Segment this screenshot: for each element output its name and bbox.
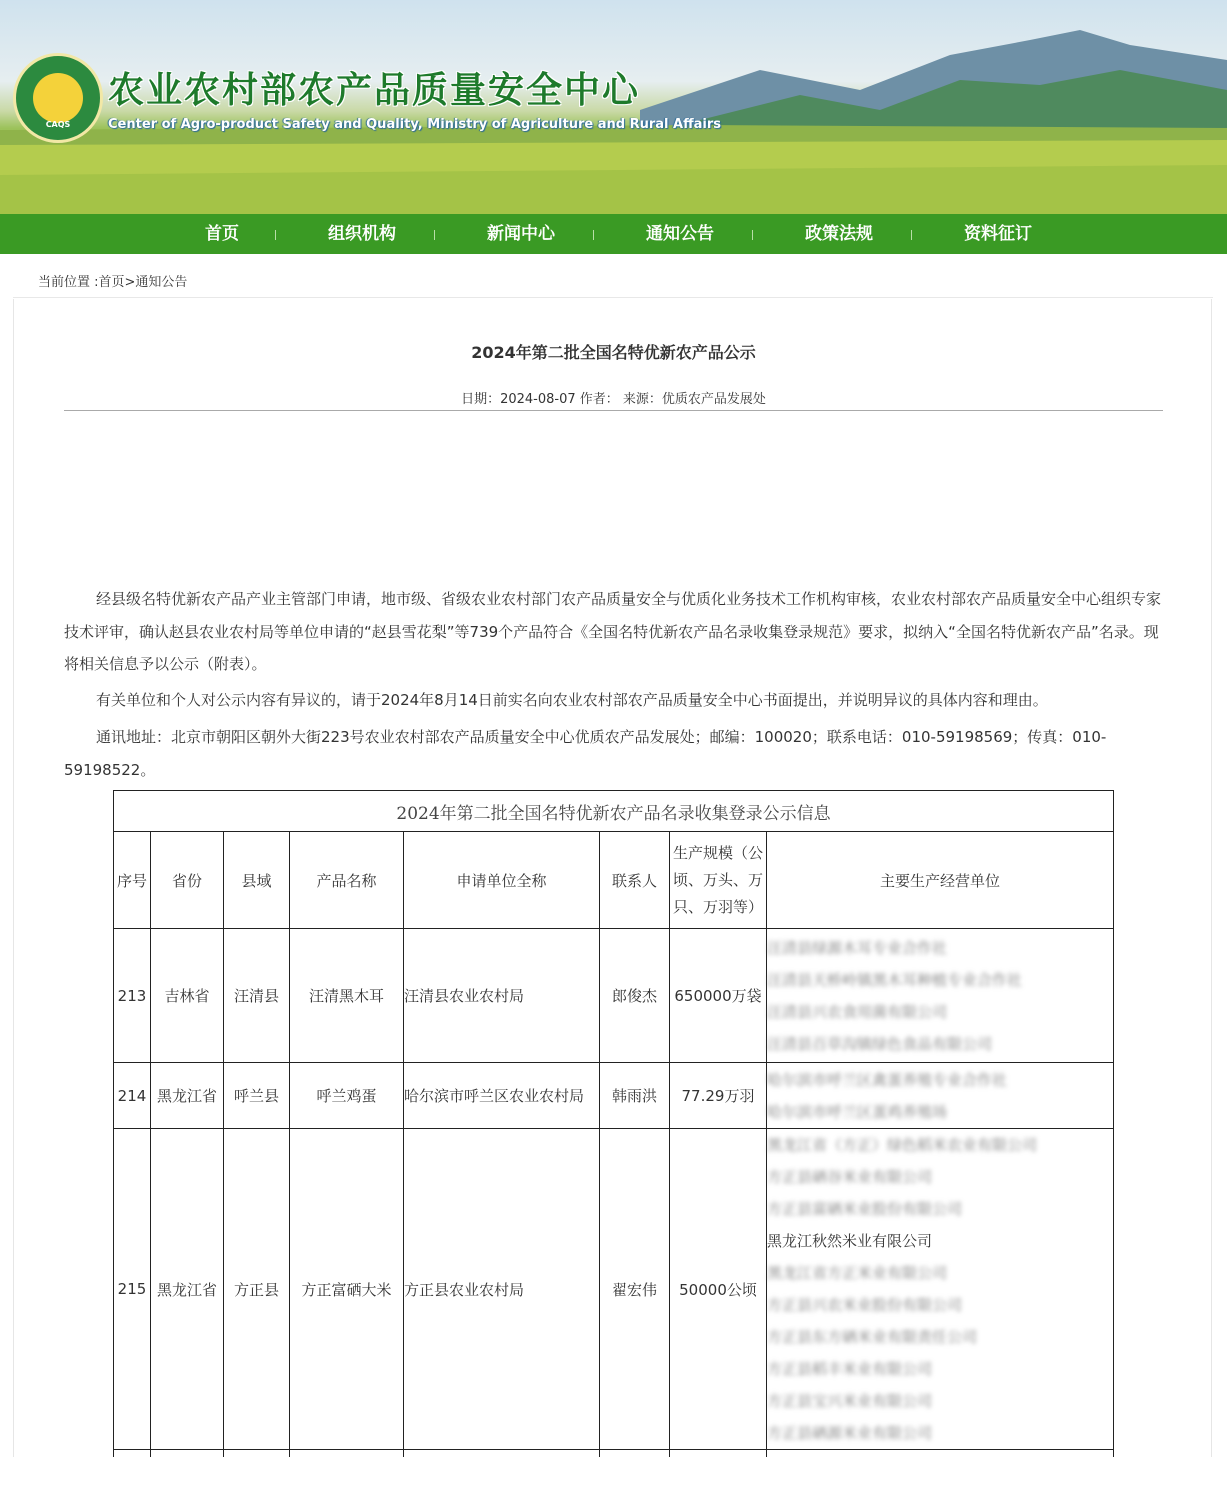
table-row	[114, 929, 1114, 1063]
cell-scale: 650000万袋	[670, 929, 767, 1063]
cell-county: 方正县	[224, 1129, 290, 1450]
nav-item-organization[interactable]: 组织机构	[328, 224, 396, 244]
article-title: 2024年第二批全国名特优新农产品公示	[471, 343, 756, 362]
unit-name: 方正县富硒米业股份有限公司	[767, 1200, 963, 1218]
breadcrumb[interactable]: 当前位置 :首页>通知公告	[38, 275, 188, 290]
logo-emblem-icon	[33, 73, 83, 123]
article-paragraph: 通讯地址：北京市朝阳区朝外大街223号农业农村部农产品质量安全中心优质农产品发展处；邮编：100020；联系电话：010-59198569；传真：010-59198522。	[64, 728, 1107, 779]
unit-name: 汪清县兴农食用菌有限公司	[767, 1002, 948, 1021]
cell-applicant: 哈尔滨市呼兰区农业农村局	[404, 1063, 600, 1129]
unit-name: 方正县硒谷米业有限公司	[767, 1168, 933, 1186]
cell-no: 214	[114, 1063, 151, 1129]
article-paragraph: 经县级名特优新农产品产业主管部门申请，地市级、省级农业农村部门农产品质量安全与优质化业务技术工作机构审核，农业农村部农产品质量安全中心组织专家技术评审，确认赵县农业农村局等单位申请的“赵县雪花梨”等739个产品符合《全国名特优新农产品名录收集登录规范》要求，拟纳入“全国名特优新农产品”名录。现将相关信息予以公示（附表）。	[64, 590, 1162, 673]
unit-name: 黑龙江秋然米业有限公司	[767, 1232, 933, 1250]
unit-name: 方正县兴农米业股份有限公司	[767, 1296, 963, 1314]
unit-name: 方正县宝兴米业有限公司	[767, 1392, 933, 1410]
nav-divider	[434, 230, 435, 240]
cell-units	[767, 1063, 1114, 1129]
cell-applicant: 汪清县农业农村局	[404, 929, 600, 1063]
unit-name: 哈尔滨市呼兰区蛋鸡养殖场	[767, 1102, 948, 1121]
cell-units	[767, 1129, 1114, 1450]
cell-applicant: 方正县农业农村局	[404, 1129, 600, 1450]
table-header: 产品名称	[290, 832, 404, 929]
caqs-logo	[13, 53, 103, 143]
header-banner	[0, 0, 1227, 214]
cell-county: 汪清县	[224, 929, 290, 1063]
cell-no: 213	[114, 929, 151, 1063]
unit-name: 哈尔滨市呼兰区禽蛋养殖专业合作社	[767, 1070, 1008, 1089]
cell-contact: 韩雨洪	[600, 1063, 670, 1129]
unit-name: 黑龙江省（方正）绿色稻米农业有限公司	[767, 1136, 1038, 1154]
nav-item-home[interactable]: 首页	[205, 224, 239, 244]
cell-product: 方正富硒大米	[290, 1129, 404, 1450]
cell-scale: 50000公顷	[670, 1129, 767, 1450]
nav-item-notices[interactable]: 通知公告	[646, 224, 714, 244]
site-subtitle: Center of Agro-product Safety and Quality, Ministry of Agriculture and Rural Affairs	[108, 117, 721, 132]
cell-product: 呼兰鸡蛋	[290, 1063, 404, 1129]
page-bottom	[0, 1457, 1227, 1507]
table-header: 联系人	[600, 832, 670, 929]
nav-divider	[275, 230, 276, 240]
cell-scale: 77.29万羽	[670, 1063, 767, 1129]
article-paragraph: 有关单位和个人对公示内容有异议的，请于2024年8月14日前实名向农业农村部农产品质量安全中心书面提出，并说明异议的具体内容和理由。	[96, 691, 1048, 709]
unit-name: 方正县稻丰米业有限公司	[767, 1360, 933, 1378]
table-row	[114, 1129, 1114, 1450]
divider	[13, 297, 1213, 298]
cell-province: 黑龙江省	[151, 1129, 224, 1450]
table-row	[114, 1063, 1114, 1129]
nav-divider	[593, 230, 594, 240]
main-nav	[0, 214, 1227, 254]
cell-province: 吉林省	[151, 929, 224, 1063]
unit-name: 汪清县绿源木耳专业合作社	[767, 938, 948, 957]
unit-name: 方正县东方硒米业有限责任公司	[767, 1328, 978, 1346]
nav-item-policy[interactable]: 政策法规	[805, 224, 873, 244]
table-header: 省份	[151, 832, 224, 929]
divider	[64, 410, 1163, 411]
cell-contact: 翟宏伟	[600, 1129, 670, 1450]
unit-name: 黑龙江省方正米业有限公司	[767, 1264, 948, 1282]
table-caption: 2024年第二批全国名特优新农产品名录收集登录公示信息	[114, 791, 1114, 832]
table-header: 生产规模（公顷、万头、万只、万羽等）	[670, 832, 767, 929]
table-header: 序号	[114, 832, 151, 929]
nav-item-news[interactable]: 新闻中心	[487, 224, 555, 244]
site-title: 农业农村部农产品质量安全中心	[108, 70, 641, 111]
unit-name: 汪清县天桥岭镇黑木耳种植专业合作社	[767, 970, 1023, 989]
nav-divider	[911, 230, 912, 240]
cell-province: 黑龙江省	[151, 1063, 224, 1129]
cell-no: 215	[114, 1129, 151, 1450]
nav-divider	[752, 230, 753, 240]
nav-item-subscription[interactable]: 资料征订	[964, 224, 1032, 244]
cell-units	[767, 929, 1114, 1063]
table-header: 县域	[224, 832, 290, 929]
cell-contact: 郎俊杰	[600, 929, 670, 1063]
unit-name: 方正县硒源米业有限公司	[767, 1424, 933, 1442]
table-header: 主要生产经营单位	[767, 832, 1114, 929]
article-meta: 日期：2024-08-07 作者： 来源：优质农产品发展处	[461, 392, 766, 407]
cell-product: 汪清黑木耳	[290, 929, 404, 1063]
cell-county: 呼兰县	[224, 1063, 290, 1129]
logo-text: CAQS	[45, 120, 71, 129]
product-table	[113, 790, 1114, 1490]
unit-name: 汪清县百草沟镇绿色食品有限公司	[767, 1034, 993, 1053]
table-header: 申请单位全称	[404, 832, 600, 929]
